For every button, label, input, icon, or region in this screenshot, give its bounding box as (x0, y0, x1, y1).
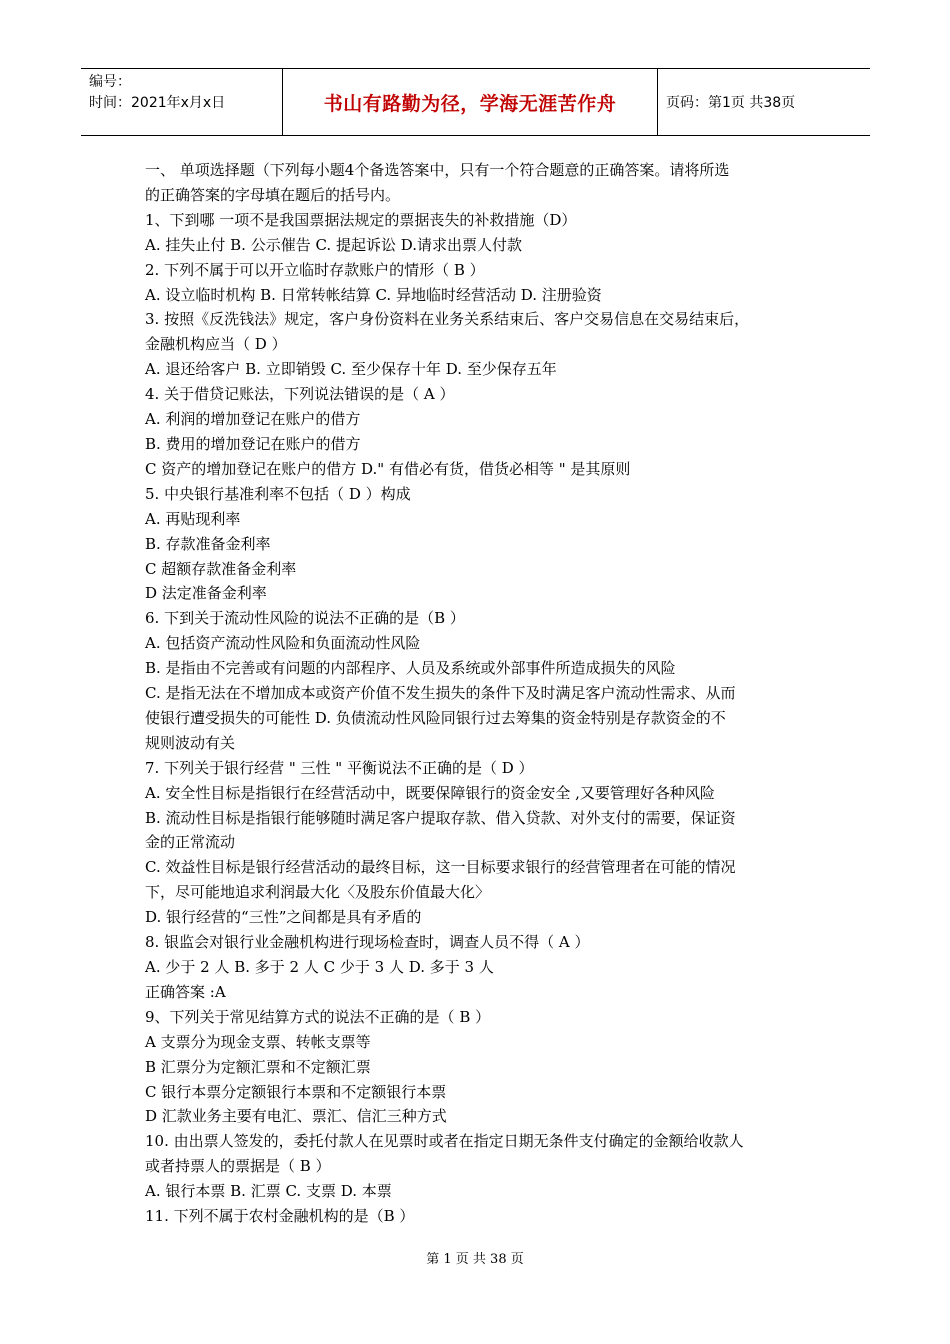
text-line: 规则波动有关 (145, 733, 236, 752)
document-number-label: 编号： (89, 74, 131, 90)
page-header (81, 68, 870, 136)
text-line: 或者持票人的票据是（ B ） (145, 1157, 331, 1176)
text-line: B. 流动性目标是指银行能够随时满足客户提取存款、借入贷款、对外支付的需要，保证资 (145, 808, 736, 827)
text-line: 8. 银监会对银行业金融机构进行现场检查时，调查人员不得（ A ） (145, 933, 590, 952)
text-line: D 法定准备金利率 (145, 584, 267, 603)
header-page-info: 页码：第1页 共38页 (666, 95, 796, 111)
text-line: 4. 关于借贷记账法，下列说法错误的是（ A ） (145, 385, 455, 404)
text-line: B 汇票分为定额汇票和不定额汇票 (145, 1057, 371, 1076)
text-line: C 银行本票分定额银行本票和不定额银行本票 (145, 1082, 447, 1101)
text-line: 2. 下列不属于可以开立临时存款账户的情形（ B ） (145, 260, 485, 279)
text-line: A. 安全性目标是指银行在经营活动中，既要保障银行的资金安全 ,又要管理好各种风险 (145, 783, 715, 802)
text-line: C. 效益性目标是银行经营活动的最终目标，这一目标要求银行的经营管理者在可能的情况 (145, 858, 736, 877)
text-line: C 资产的增加登记在账户的借方 D." 有借必有货，借货必相等 " 是其原则 (145, 459, 631, 478)
text-line: A. 再贴现利率 (145, 509, 241, 528)
header-meta (81, 69, 283, 135)
text-line: A. 利润的增加登记在账户的借方 (145, 410, 361, 429)
text-line: C. 是指无法在不增加成本或资产价值不发生损失的条件下及时满足客户流动性需求、从而 (145, 684, 736, 703)
text-line: C 超额存款准备金利率 (145, 559, 297, 578)
text-line: 7. 下列关于银行经营 " 三性 " 平衡说法不正确的是（ D ） (145, 758, 534, 777)
text-line: B. 存款准备金利率 (145, 534, 271, 553)
text-line: A. 包括资产流动性风险和负面流动性风险 (145, 634, 421, 653)
text-line: 3. 按照《反洗钱法》规定，客户身份资料在业务关系结束后、客户交易信息在交易结束后， (145, 310, 750, 329)
text-line: B. 费用的增加登记在账户的借方 (145, 434, 361, 453)
page-footer: 第 1 页 共 38 页 (426, 1252, 524, 1267)
text-line: A. 银行本票 B. 汇票 C. 支票 D. 本票 (145, 1182, 392, 1201)
text-line: A. 少于 2 人 B. 多于 2 人 C 少于 3 人 D. 多于 3 人 (145, 958, 494, 976)
text-line: 1、下到哪 一项不是我国票据法规定的票据丧失的补救措施（D） (145, 210, 577, 229)
text-line: 使银行遭受损失的可能性 D. 负债流动性风险同银行过去筹集的资金特别是存款资金的不 (145, 708, 726, 727)
text-line: 11. 下列不属于农村金融机构的是（B ） (145, 1207, 415, 1226)
text-line: 5. 中央银行基准利率不包括（ D ）构成 (145, 484, 411, 503)
text-line: 的正确答案的字母填在题后的括号内。 (145, 185, 401, 204)
text-line: 9、下列关于常见结算方式的说法不正确的是（ B ） (145, 1007, 491, 1026)
text-line: A 支票分为现金支票、转帐支票等 (145, 1032, 371, 1051)
header-slogan: 书山有路勤为径，学海无涯苦作舟 (283, 69, 658, 135)
text-line: B. 是指由不完善或有问题的内部程序、人员及系统或外部事件所造成损失的风险 (145, 659, 676, 678)
text-line: 金的正常流动 (145, 833, 236, 852)
text-line: 6. 下到关于流动性风险的说法不正确的是（B ） (145, 609, 465, 628)
text-line: 金融机构应当（ D ） (145, 335, 287, 354)
text-line: 10. 由出票人签发的，委托付款人在见票时或者在指定日期无条件支付确定的金额给收款人 (145, 1132, 744, 1151)
document-body (145, 158, 813, 1229)
text-line: 一、 单项选择题（下列每小题4个备选答案中，只有一个符合题意的正确答案。请将所选 (145, 161, 730, 179)
text-line: D 汇款业务主要有电汇、票汇、信汇三种方式 (145, 1107, 447, 1126)
text-line: A. 设立临时机构 B. 日常转帐结算 C. 异地临时经营活动 D. 注册验资 (145, 285, 602, 304)
text-line: 下，尽可能地追求利润最大化〈及股东价值最大化〉 (145, 883, 491, 902)
text-line: D. 银行经营的“三性”之间都是具有矛盾的 (145, 908, 422, 927)
document-date: 时间：2021年x月x日 (89, 95, 226, 111)
text-line: A. 退还给客户 B. 立即销毁 C. 至少保存十年 D. 至少保存五年 (145, 360, 557, 379)
text-line: 正确答案 :A (145, 982, 226, 1001)
text-line: A. 挂失止付 B. 公示催告 C. 提起诉讼 D.请求出票人付款 (145, 235, 522, 254)
